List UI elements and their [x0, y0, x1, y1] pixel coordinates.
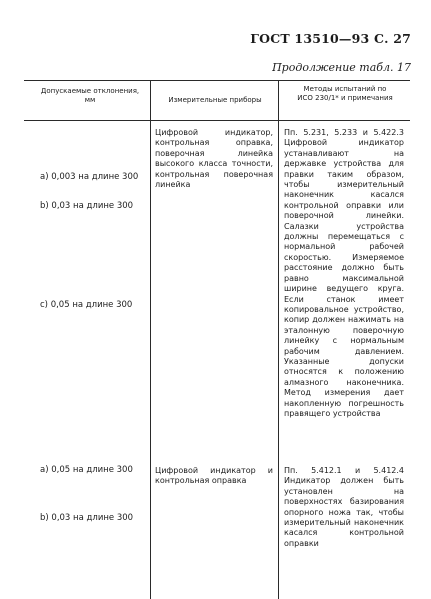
table-header-rule: [24, 120, 410, 121]
instruments-cell: Цифровой индикатор и контрольная оправка: [155, 466, 273, 486]
column-header-instruments: Измерительные приборы: [168, 96, 262, 104]
methods-cell: Пп. 5.231, 5.233 и 5.422.3 Цифровой индикатор устанавливают на державке устройства для правки таким образом, чтобы измерительный наконечник касался контрольной оправки или поверочной линейки. Салазки устройства должны перемещаться с нормальной рабочей скоростью. Измеряемое расстояние должно быть равно максимальной ширине ведущего круга. Если станок имеет копировальное устройство, копир должен нажимать на эталонную поверочную линейку с нормальным рабочим давлением. Указанные допуски относятся к положению алмазного наконечника. Метод измерения дает накопленную погрешность правящего устройства: [284, 128, 404, 418]
column-header-tolerances: Допускаемые отклонения, мм: [40, 87, 140, 104]
tolerance-a: a) 0,003 на длине 300: [40, 172, 139, 182]
column-divider-2: [278, 80, 279, 599]
tolerance-b: b) 0,03 на длине 300: [40, 513, 134, 523]
tolerance-c: c) 0,05 на длине 300: [40, 300, 133, 310]
methods-cell: Пп. 5.412.1 и 5.412.4 Индикатор должен быть установлен на поверхностях базирования опорного ножа так, чтобы измерительный наконечник касался контрольной оправки: [284, 466, 404, 548]
tolerance-a: a) 0,05 на длине 300: [40, 465, 133, 475]
table-continuation-label: Продолжение табл. 17: [272, 61, 411, 74]
column-header-methods: Методы испытаний по ИСО 230/1* и примечания: [297, 85, 393, 102]
standard-header: ГОСТ 13510—93 С. 27: [250, 31, 411, 46]
instruments-cell: Цифровой индикатор, контрольная оправка, поверочная линейка высокого класса точности, контрольная поверочная линейка: [155, 128, 273, 190]
table-top-rule: [24, 80, 410, 81]
tolerance-b: b) 0,03 на длине 300: [40, 201, 134, 211]
column-divider-1: [150, 80, 151, 599]
